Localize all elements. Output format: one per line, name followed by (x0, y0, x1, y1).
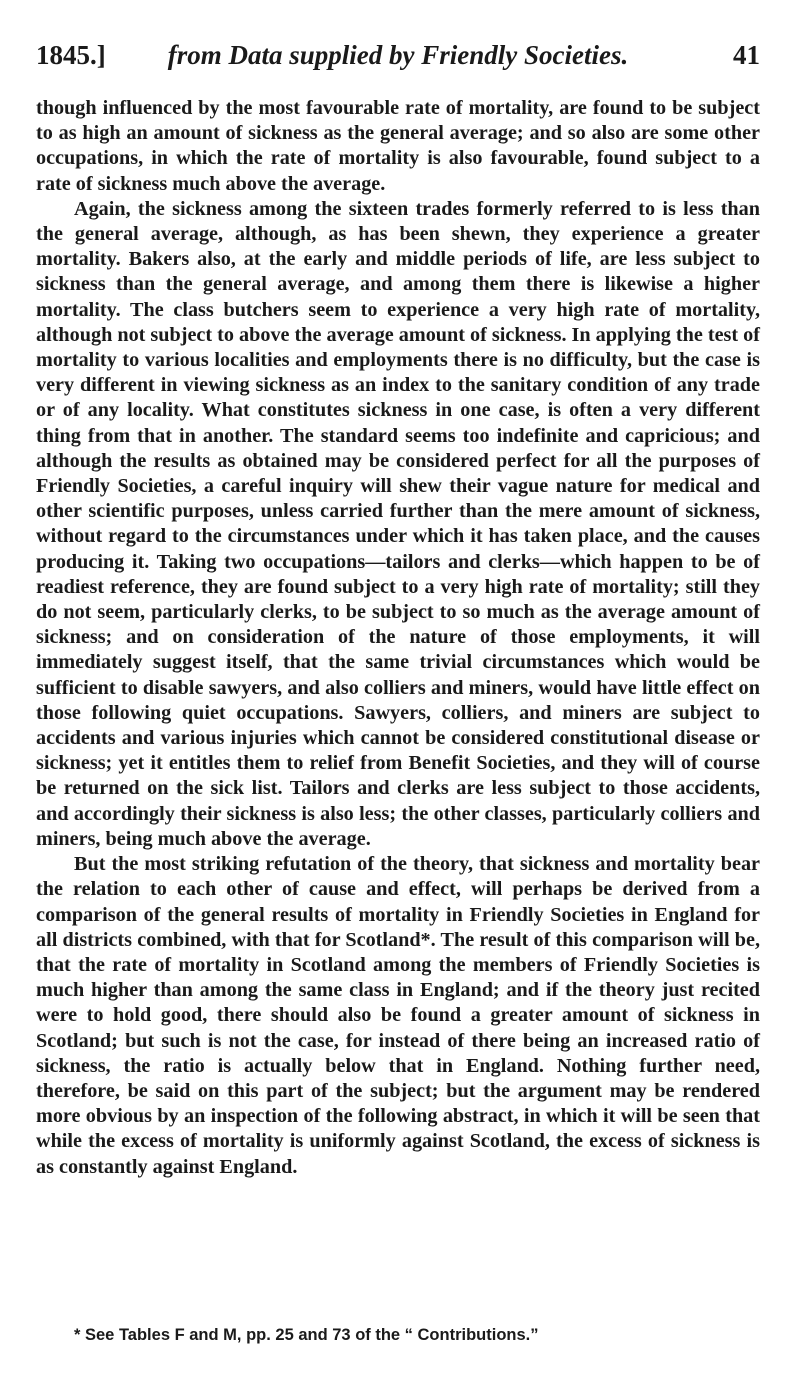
footnote: * See Tables F and M, pp. 25 and 73 of the “ Contributions.” (74, 1326, 539, 1344)
header-title: from Data supplied by Friendly Societies. (167, 40, 629, 70)
paragraph-sickness-trades: Again, the sickness among the sixteen trades formerly referred to is less than the general average, although, as has been shewn, they experience a greater mortality. Bakers also, at the early and middle periods of life, are less subject to sickness than the general average, and among them there is likewise a higher mortality. The class butchers seem to experience a very high rate of mortality, although not subject to above the average amount of sickness. In applying the test of mortality to various localities and employments there is no difficulty, but the case is very different in viewing sickness as an index to the sanitary condition of any trade or of any locality. What constitutes sickness in one case, is often a very different thing from that in another. The standard seems too indefinite and capricious; and although the results as obtained may be considered perfect for all the purposes of Friendly Societies, a careful inquiry will shew their vague nature for medical and other scientific purposes, unless carried further than the mere amount of sickness, without regard to the circumstances under which it has taken place, and the causes producing it. Taking two occupations—tailors and clerks—which happen to be of readiest reference, they are found subject to a very high rate of mortality; still they do not seem, particularly clerks, to be subject to so much as the average amount of sickness; and on consideration of the nature of those employments, it will immediately suggest itself, that the same trivial circumstances which would be sufficient to disable sawyers, and also colliers and miners, would have little effect on those following quiet occupations. Sawyers, colliers, and miners are subject to accidents and various injuries which cannot be considered constitutional disease or sickness; yet it entitles them to relief from Benefit Societies, and they will of course be returned on the sick list. Tailors and clerks are less subject to those accidents, and accordingly their sickness is also less; the other classes, particularly colliers and miners, being much above the average. (36, 197, 760, 850)
page-number: 41 (733, 40, 760, 70)
running-head (36, 40, 760, 76)
body-text (36, 96, 760, 1180)
paragraph-continuation: though influenced by the most favourable rate of mortality, are found to be subject to as high an amount of sickness as the general average; and so also are some other occupations, in which the rate of mortality is also favourable, found subject to a rate of sickness much above the average. (36, 97, 760, 195)
paragraph-refutation: But the most striking refutation of the theory, that sickness and mortality bear the relation to each other of cause and effect, will perhaps be derived from a comparison of the general results of mortality in Friendly Societies in England for all districts combined, with that for Scotland*. The result of this comparison will be, that the rate of mortality in Scotland among the members of Friendly Societies is much higher than among the same class in England; and if the theory just recited were to hold good, there should also be found a greater amount of sickness in Scotland; but such is not the case, for instead of there being an increased ratio of sickness, the ratio is actually below that in England. Nothing further need, therefore, be said on this part of the subject; but the argument may be rendered more obvious by an inspection of the following abstract, in which it will be seen that while the excess of mortality is uniformly against Scotland, the excess of sickness is as constantly against England. (36, 853, 760, 1178)
header-year: 1845.] (36, 40, 106, 70)
